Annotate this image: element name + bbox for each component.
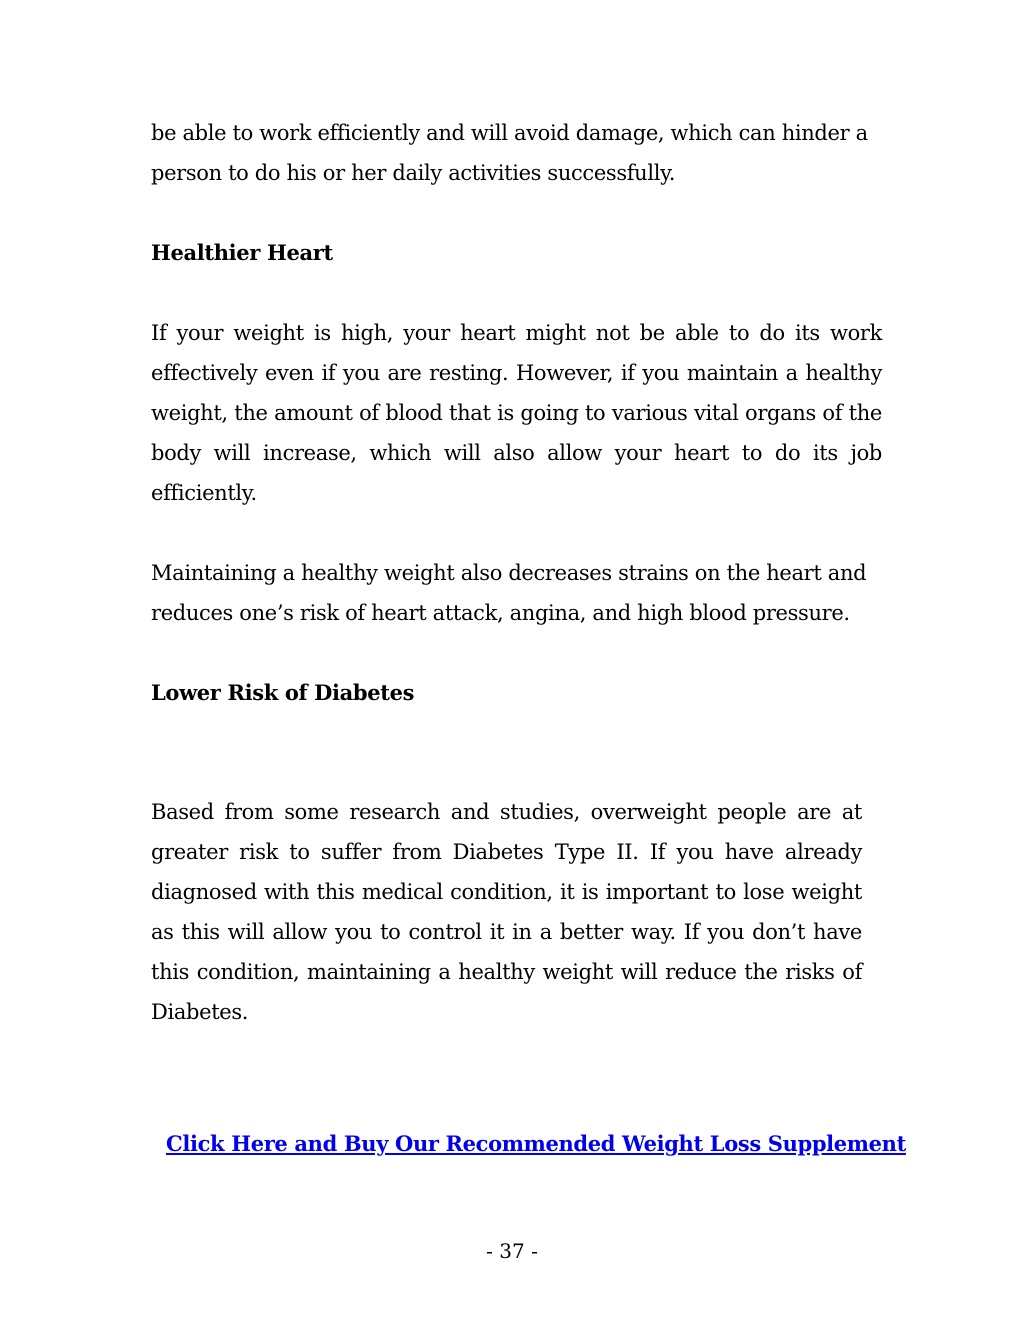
diabetes-paragraph: Based from some research and studies, overweight people are at greater risk to suffer from Diabetes Type II. If you have already diagnosed with this medical condition, it is important to lose weight as this will allow you to control it in a better way. If you don’t have this condition, maintaining a healthy weight will reduce the risks of Diabetes. — [151, 800, 862, 1024]
section-heading-healthier-heart: Healthier Heart — [151, 240, 333, 265]
section-heading-lower-risk-diabetes: Lower Risk of Diabetes — [151, 680, 415, 705]
heart-paragraph-2: Maintaining a healthy weight also decreases strains on the heart and reduces one’s risk of heart attack, angina, and high blood pressure. — [151, 561, 867, 625]
intro-paragraph: be able to work efficiently and will avoid damage, which can hinder a person to do his or her daily activities successfully. — [151, 121, 868, 185]
page-number: - 37 - — [486, 1239, 538, 1263]
heart-paragraph-1: If your weight is high, your heart might not be able to do its work effectively even if you are resting. However, if you maintain a healthy weight, the amount of blood that is going to various vital organs of the body will increase, which will also allow your heart to do its job efficiently. — [151, 321, 882, 505]
buy-supplement-link[interactable]: Click Here and Buy Our Recommended Weight Loss Supplement — [166, 1131, 906, 1156]
